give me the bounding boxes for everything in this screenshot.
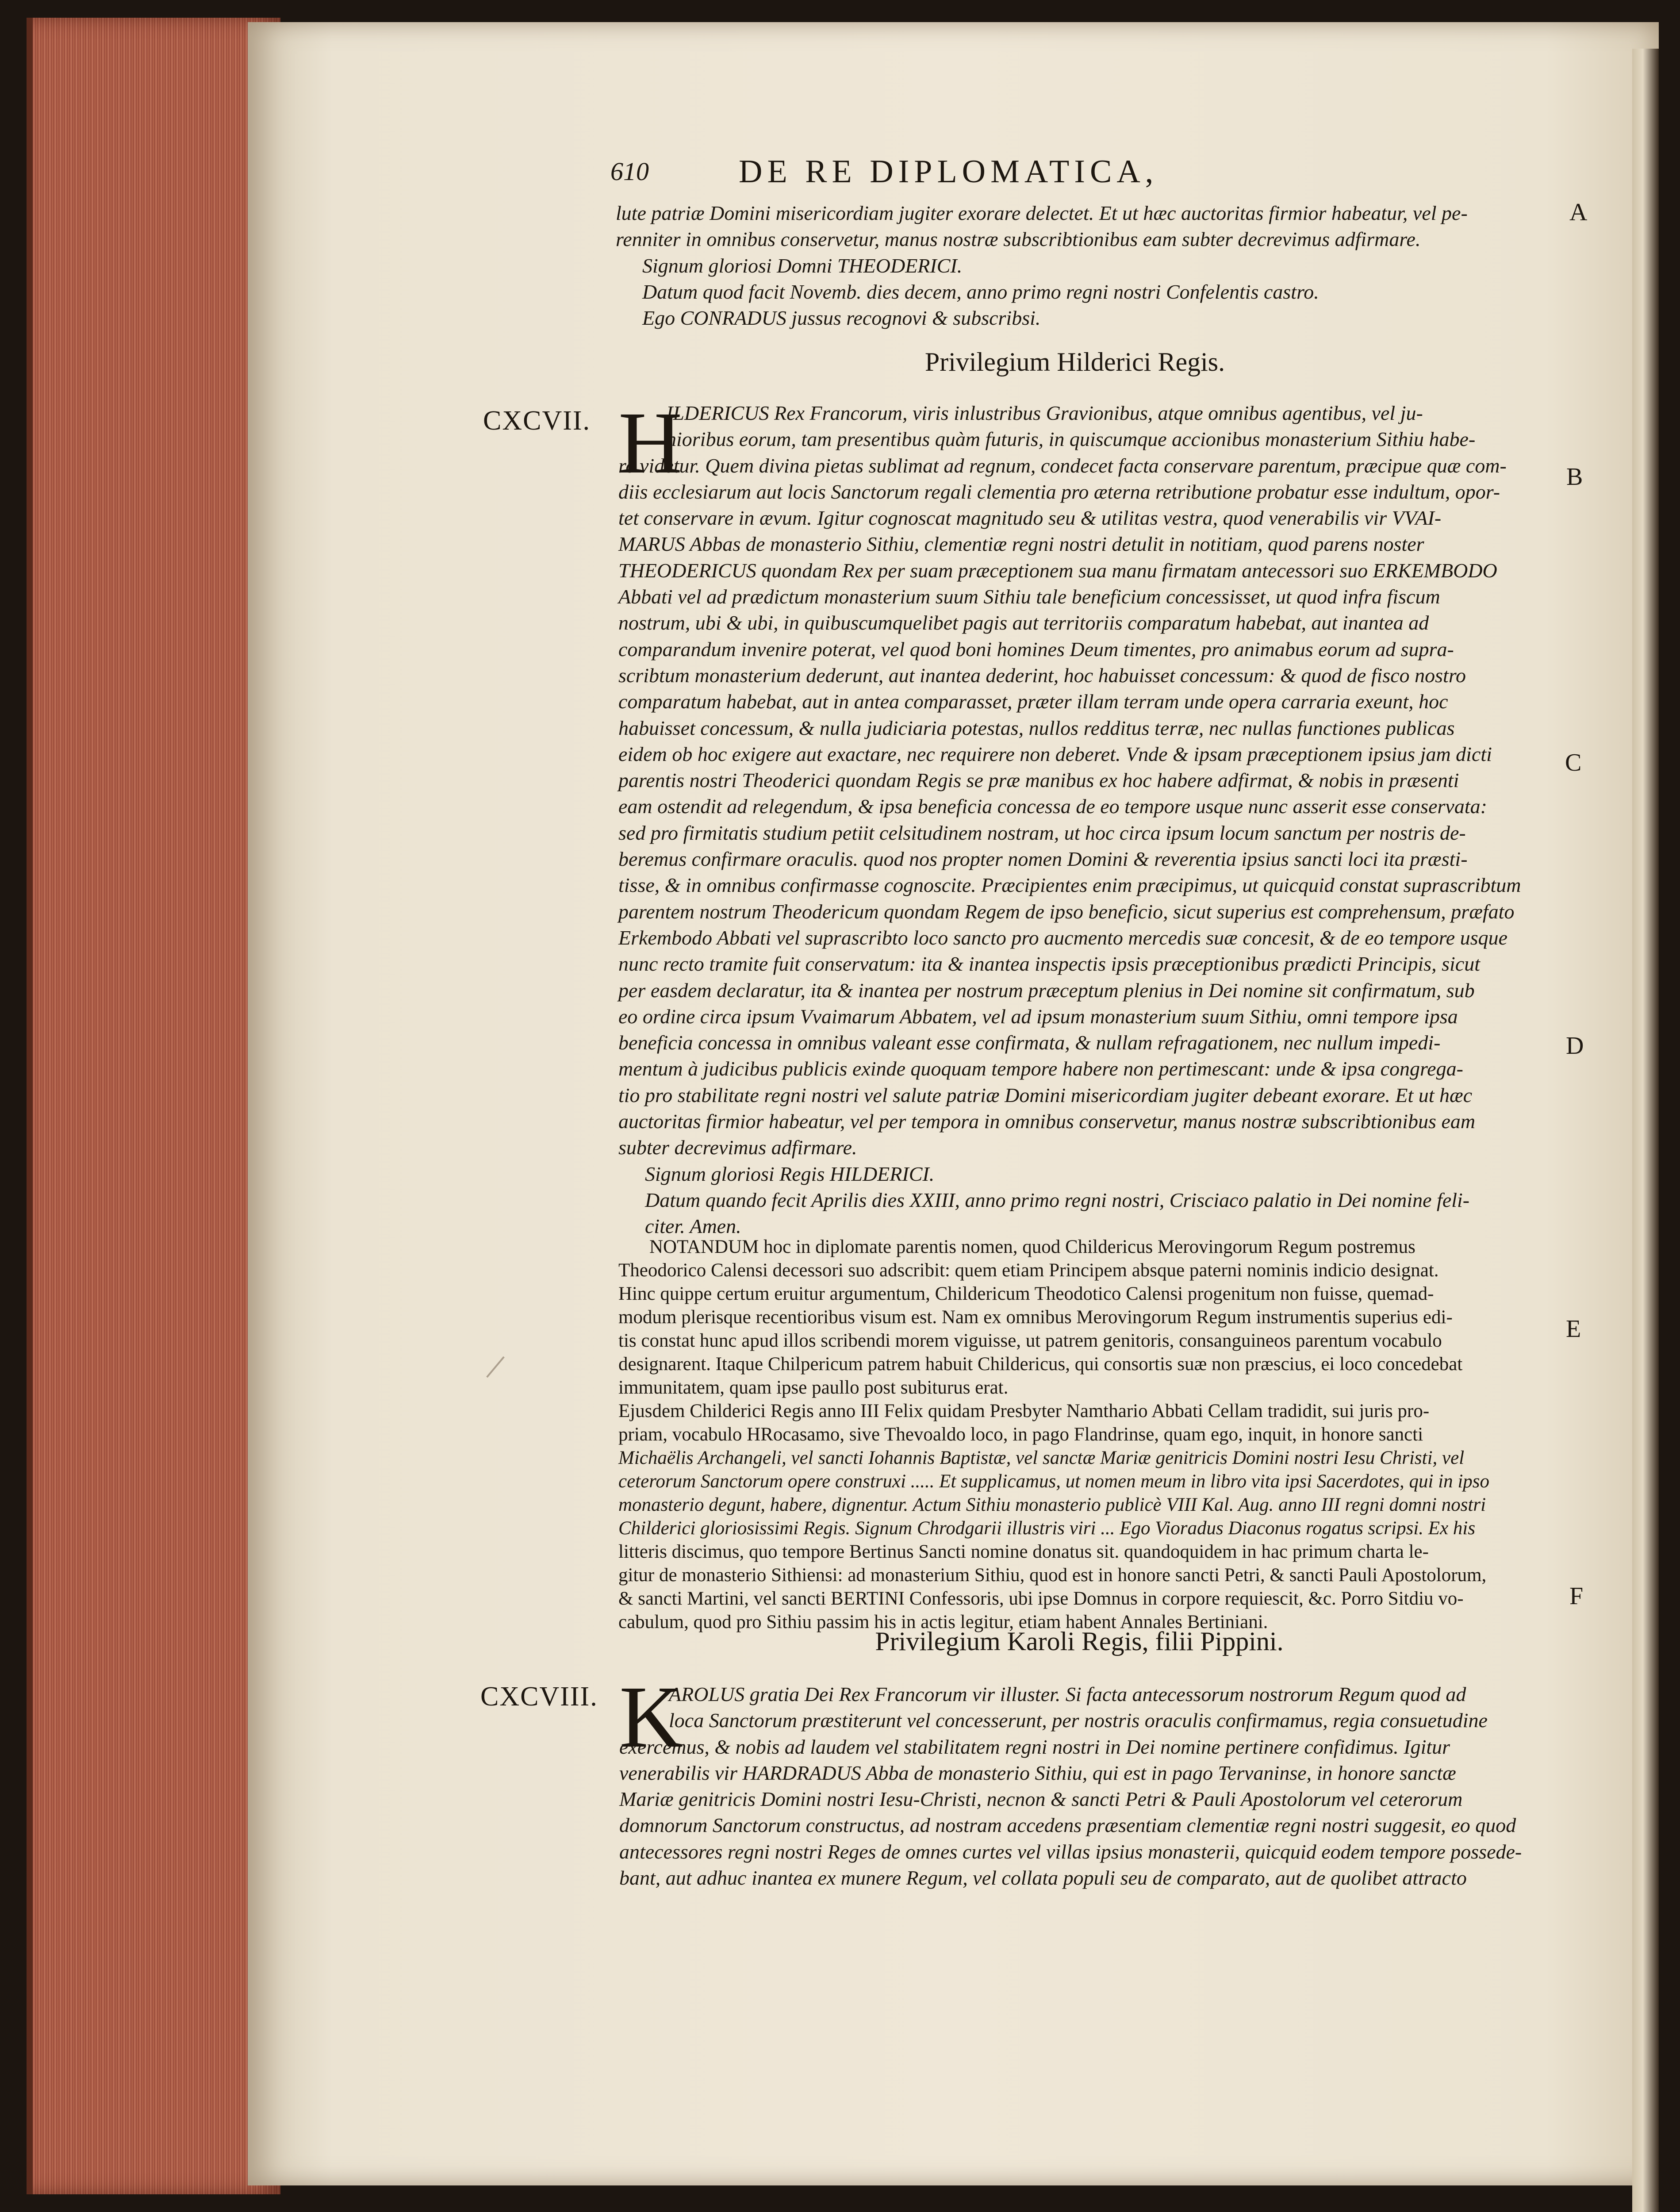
text-line: scribtum monasterium dederunt, aut inantea dederint, hoc habuisset concessum: & quod de fisco nostro [618, 664, 1466, 687]
note-line: NOTANDUM hoc in diplomate parentis nomen, quod Childericus Merovingorum Regum postremus [649, 1237, 1415, 1257]
text-line: THEODERICUS quondam Rex per suam præceptionem sua manu firmatam antecessori suo ERKEMBODO [618, 559, 1497, 582]
note-line: modum plerisque recentioribus visum est. Nam ex omnibus Merovingorum Regum instrumentis superius edi- [618, 1307, 1453, 1328]
signum-line: Signum gloriosi Domni THEODERICI. [642, 254, 963, 277]
text-line: tet conservare in ævum. Igitur cognoscat magnitudo seu & utilitas vestra, quod venerabilis vir VVAI- [618, 507, 1442, 530]
margin-letter-b: B [1566, 463, 1583, 491]
text-line: comparatum habebat, aut in antea comparasset, præter illam terram unde opera carraria exeunt, hoc [618, 690, 1448, 713]
datum-line: Datum quod facit Novemb. dies decem, anno primo regni nostri Confelentis castro. [642, 280, 1319, 303]
text-line: comparandum invenire poterat, vel quod boni homines Deum timentes, pro animabus eorum ad supra- [618, 637, 1454, 661]
note-line: litteris discimus, quo tempore Bertinus Sancti nomine donatus sit. quandoquidem in hac primum charta le- [618, 1541, 1429, 1562]
drop-cap: K [619, 1668, 683, 1766]
text-line: tio pro stabilitate regni nostri vel salute patriæ Domini misericordiam jugiter debeant exorare. Et ut hæc [618, 1083, 1473, 1106]
text-line: eo ordine circa ipsum Vvaimarum Abbatem, vel ad ipsum monasterium suum Sithiu, omni tempore ipsa [618, 1005, 1458, 1028]
text-line: parentem nostrum Theodericum quondam Regem de ipso beneficio, sicut superius est comprehensum, præfato [618, 900, 1515, 923]
text-line: parentis nostri Theoderici quondam Regis se præ manibus ex hoc habere adfirmat, & nobis in præsenti [618, 769, 1459, 792]
document-number: CXCVII. [483, 406, 591, 436]
running-title: DE RE DIPLOMATICA, [739, 154, 1158, 190]
margin-letter-d: D [1566, 1032, 1584, 1060]
text-line: MARUS Abbas de monasterio Sithiu, clementiæ regni nostri detulit in notitiam, quod parens noster [618, 533, 1424, 556]
text-line: nunc recto tramite fuit conservatum: ita & inantea inspectis ipsis præceptionibus prædicti Principis, sicut [618, 952, 1481, 975]
text-line: Erkembodo Abbati vel suprascribto loco sancto pro aucmento mercedis suæ concesit, & de eo tempore usque [618, 926, 1508, 949]
text-line: renniter in omnibus conservetur, manus nostræ subscribtionibus eam subter decrevimus adfirmare. [616, 228, 1421, 251]
text-line: exercemus, & nobis ad laudem vel stabilitatem regni nostri in Dei nomine pertinere confidimus. Igitur [619, 1735, 1450, 1758]
text-line: nioribus eorum, tam presentibus quàm futuris, in quiscumque accionibus monasterium Sithiu habe- [666, 428, 1476, 451]
note-line: Hinc quippe certum eruitur argumentum, Childericum Theodotico Calensi progenitum non fuisse, quemad- [618, 1283, 1434, 1304]
note-line: tis constat hunc apud illos scribendi morem viguisse, ut patrem genitoris, consanguineos parentum vocabulo [618, 1330, 1442, 1351]
datum-line: citer. Amen. [645, 1215, 741, 1238]
note-line: Theodorico Calensi decessori suo adscribit: quem etiam Principem absque paterni nominis indicio designat. [618, 1260, 1439, 1281]
text-line: re videtur. Quem divina pietas sublimat ad regnum, condecet facta conservare parentum, præcipue quæ com- [618, 454, 1507, 477]
page-number: 610 [610, 157, 649, 186]
page-edges [27, 18, 280, 2194]
text-line: bant, aut adhuc inantea ex munere Regum, vel collata populi seu de comparato, aut de quolibet attracto [619, 1866, 1467, 1889]
text-line: habuisset concessum, & nulla judiciaria potestas, nullos redditus terræ, nec nullas functiones publicas [618, 716, 1455, 739]
note-line: priam, vocabulo HRocasamo, sive Thevoaldo loco, in pago Flandrinse, quam ego, inquit, in honore sancti [618, 1424, 1423, 1445]
note-line: designarent. Itaque Chilpericum patrem habuit Childericus, qui consortis suæ non præscius, ei loco concedebat [618, 1354, 1463, 1375]
ego-line: Ego CONRADUS jussus recognovi & subscribsi. [642, 307, 1041, 330]
privilege-text-karoli [619, 1681, 1550, 1891]
section-title-karoli: Privilegium Karoli Regis, filii Pippini. [875, 1627, 1284, 1656]
text-line: AROLUS gratia Dei Rex Francorum vir illuster. Si facta antecessorum nostrorum Regum quod ad [669, 1683, 1466, 1705]
text-line: nostrum, ubi & ubi, in quibuscumquelibet pagis aut territoriis comparatum habebat, aut inantea ad [618, 611, 1429, 634]
running-header [610, 153, 1561, 193]
text-line: lute patriæ Domini misericordiam jugiter exorare delectet. Et ut hæc auctoritas firmior habeatur, vel pe- [616, 202, 1468, 224]
text-line: subter decrevimus adfirmare. [618, 1136, 857, 1159]
text-line: domnorum Sanctorum constructus, ad nostram accedens præsentiam clementiæ regni nostri suggesit, eo quod [619, 1814, 1516, 1837]
note-line: Michaëlis Archangeli, vel sancti Iohannis Baptistæ, vel sanctæ Mariæ genitricis Domini nostri Iesu Christi, vel [618, 1448, 1465, 1468]
text-line: eidem ob hoc exigere aut exactare, nec requirere non deberet. Vnde & ipsam præceptionem ipsius jam dicti [618, 742, 1492, 765]
text-line: ILDERICUS Rex Francorum, viris inlustribus Gravionibus, atque omnibus agentibus, vel ju- [666, 402, 1423, 424]
text-line: Abbati vel ad prædictum monasterium suum Sithiu tale beneficium concessisset, ut quod infra fiscum [618, 585, 1440, 608]
margin-letter-e: E [1566, 1315, 1581, 1343]
text-line: tisse, & in omnibus confirmasse cognoscite. Præcipientes enim præcipimus, ut quicquid constat suprascribtum [618, 874, 1521, 897]
privilege-text-hilderici [618, 394, 1549, 1240]
note-line: ceterorum Sanctorum opere construxi ..... Et supplicamus, ut nomen meum in libro vita ipsi Sacerdotes, qui in ipso [618, 1471, 1490, 1492]
section-title-hilderici: Privilegium Hilderici Regis. [924, 347, 1225, 376]
text-line: auctoritas firmior habeatur, vel per tempora in omnibus conservetur, manus nostræ subscribtionibus eam [618, 1110, 1476, 1133]
text-line: antecessores regni nostri Reges de omnes curtes vel villas ipsius monasterii, quicquid eodem tempore possede- [619, 1840, 1522, 1863]
note-line: monasterio degunt, habere, dignentur. Actum Sithiu monasterio publicè VIII Kal. Aug. anno III regni domni nostri [618, 1494, 1486, 1515]
text-line: beremus confirmare oraculis. quod nos propter nomen Domini & reverentia ipsius sancti loci ita præsti- [618, 848, 1468, 871]
text-line: eam ostendit ad relegendum, & ipsa beneficia concessa de eo tempore usque nunc asserit esse conservata: [618, 795, 1487, 818]
text-line: beneficia concessa in omnibus valeant esse confirmata, & nullam refragationem, nec nullum impedi- [618, 1031, 1441, 1054]
datum-line: Datum quando fecit Aprilis dies XXIII, anno primo regni nostri, Crisciaco palatio in Dei nomine feli- [645, 1188, 1470, 1211]
text-line: venerabilis vir HARDRADUS Abba de monasterio Sithiu, qui est in pago Tervaninse, in honore sanctæ [619, 1761, 1456, 1784]
note-line: & sancti Martini, vel sancti BERTINI Confessoris, ubi ipse Domnus in corpore requiescit, &c. Porro Sitdiu vo- [618, 1588, 1464, 1609]
note-line: immunitatem, quam ipse paullo post subiturus erat. [618, 1377, 1009, 1398]
text-line: per easdem declaratur, ita & inantea per nostrum præceptum plenius in Dei nomine sit confirmatum, sub [618, 979, 1475, 1002]
margin-letter-a: A [1569, 199, 1588, 226]
text-line: sed pro firmitatis studium petiit celsitudinem nostram, ut hoc circa ipsum locum sanctum per nostris de- [618, 821, 1466, 844]
text-line: Mariæ genitricis Domini nostri Iesu-Christi, necnon & sancti Petri & Pauli Apostolorum vel ceterorum [619, 1788, 1463, 1811]
note-line: cabulum, quod pro Sithiu passim his in actis legitur, etiam habent Annales Bertiniani. [618, 1612, 1268, 1632]
note-line: Childerici gloriosissimi Regis. Signum Chrodgarii illustris viri ... Ego Vioradus Diaconus rogatus scripsi. Ex his [618, 1518, 1476, 1539]
note-line: gitur de monasterio Sithiensi: ad monasterium Sithiu, quod est in honore sancti Petri, & sancti Pauli Apostolorum, [618, 1565, 1487, 1586]
margin-letter-c: C [1565, 749, 1582, 776]
text-line: loca Sanctorum præstiterunt vel concesserunt, per nostris oraculis confirmamus, regia consuetudine [669, 1709, 1488, 1732]
note-line: Ejusdem Childerici Regis anno III Felix quidam Presbyter Namthario Abbati Cellam tradidit, sui juris pro- [618, 1401, 1430, 1421]
document-number: CXCVIII. [480, 1682, 598, 1712]
margin-letter-f: F [1569, 1582, 1584, 1610]
text-line: diis ecclesiarum aut locis Sanctorum regali clementia pro æterna retributione probatur esse indultum, opor- [618, 480, 1500, 503]
gutter-shadow [1632, 49, 1659, 2212]
continuation-text [616, 200, 1518, 331]
text-line: mentum à judicibus publicis exinde quoquam tempore habere non pertimescant: unde & ipsa congrega- [618, 1057, 1463, 1080]
drop-cap: H [618, 394, 683, 492]
signum-line: Signum gloriosi Regis HILDERICI. [645, 1162, 935, 1185]
notandum-commentary [618, 1235, 1552, 1634]
